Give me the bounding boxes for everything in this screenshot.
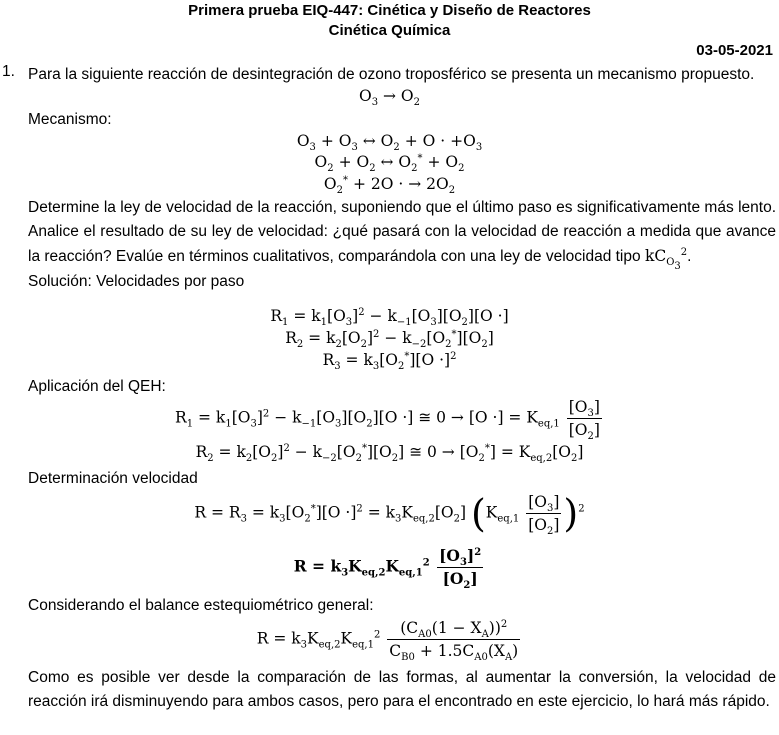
- conclusion-text: Como es posible ver desde la comparación de las formas, al aumentar la conversión, la velocidad de reacción irá disminuyendo para ambos casos, pero para el encontrado en este ejercicio, lo hará más rápido.: [28, 669, 776, 710]
- question-prompt: Determine la ley de velocidad de la reacción, suponiendo que el último paso es significativamente más lento. Analice el resultado de su ley de velocidad: ¿qué pasará con la velocidad de reacción a medida que avance la reacción? Evalúe en términos cualitativos, comparándola con una ley de velocidad tipo $kC_{O_3}^2$.: [28, 199, 776, 272]
- question-intro: Para la siguiente reacción de desintegración de ozono troposférico se presenta un mecanismo propuesto.: [28, 66, 755, 83]
- rate-derivation: $R = R_3 = k_3[O_2^*][O \cdot]^2 = k_3K_{eq,2}[O_2]$ ($K_{eq,1}$ $\frac{[O_3]}{[O_2]}$ )$^2$: [194, 491, 585, 537]
- rate-eq-r3: $R_3 = k_3[O_2^*][O \cdot]^2$: [322, 351, 457, 372]
- mechanism-step-1: $O_3 + O_3$ ↔ $O_2 + O \cdot +O_3$: [296, 132, 483, 153]
- question-number: 1.: [2, 63, 15, 80]
- exam-date: 03-05-2021: [696, 42, 773, 59]
- qeh-eq-2: $R_2 = k_2[O_2]^2 - k_{-2}[O_2^*][O_2]$ ≅ $0 \to [O_2^*] = K_{eq,2}[O_2]$: [195, 443, 584, 464]
- conversion-rate-eq: $R = k_3K_{eq,2}K_{eq,1}^2$ $\frac{(C_{A0}(1 - X_A))^2}{C_{B0} + 1.5C_{A0}(X_A)}$: [256, 619, 519, 663]
- exam-title: Primera prueba EIQ-447: Cinética y Diseño de Reactores: [188, 2, 591, 19]
- rate-eq-r2: $R_2 = k_2[O_2]^2 - k_{-2}[O_2^*][O_2]$: [285, 329, 494, 350]
- overall-reaction: $O_3 \to O_2$: [358, 87, 421, 108]
- mechanism-step-3: $O_2^* + 2O$ · → $2O_2$: [323, 175, 456, 196]
- mechanism-label: Mecanismo:: [28, 111, 112, 128]
- qeh-label: Aplicación del QEH:: [28, 378, 166, 395]
- solution-label: Solución: Velocidades por paso: [28, 273, 245, 290]
- qeh-eq-1: $R_1 = k_1[O_3]^2 - k_{-1}[O_3][O_2][O$ ·] ≅ 0 → [O ·] = $K_{eq,1}$ $\frac{[O_3]}{[O_2]}$: [175, 398, 600, 442]
- balance-label: Considerando el balance estequiométrico general:: [28, 597, 374, 614]
- rate-law-result: $R = k_3K_{eq,2}K_{eq,1}^2$ $\frac{[O_3]^2}{[O_2]}$: [293, 546, 482, 591]
- velocity-label: Determinación velocidad: [28, 470, 198, 487]
- exam-subtitle: Cinética Química: [328, 22, 451, 39]
- mechanism-step-2: $O_2 + O_2$ ↔ $O_2^* + O_2$: [314, 153, 465, 174]
- rate-eq-r1: $R_1 = k_1[O_3]^2 - k_{-1}[O_3][O_2][O$ ·]: [270, 307, 509, 328]
